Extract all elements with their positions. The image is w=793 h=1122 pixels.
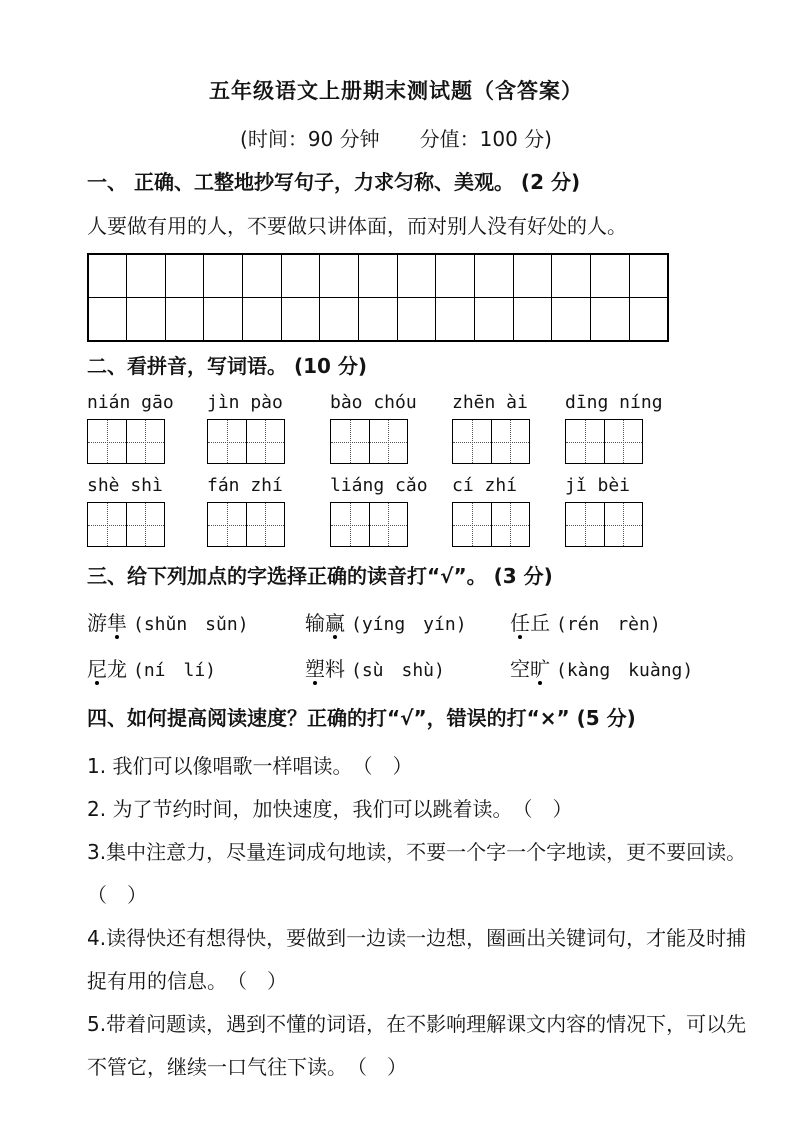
plain-char: 游 (87, 611, 107, 635)
pronunciation-item (510, 647, 747, 693)
dotted-char: 旷 (530, 657, 550, 681)
copy-grid-cell[interactable] (513, 254, 552, 298)
answer-brackets[interactable]: （ ） (362, 754, 413, 778)
section3-heading: 三、给下列加点的字选择正确的读音打“√”。 (3 分) (87, 564, 553, 588)
box-dotted-guide (331, 442, 407, 443)
answer-brackets[interactable]: （ ） (237, 969, 287, 993)
answer-brackets[interactable]: （ ） (97, 883, 147, 907)
pinyin-label: dīng níng (565, 392, 663, 413)
copy-grid-cell[interactable] (88, 254, 127, 298)
pronunciation-options[interactable]: (shǔn sǔn) (133, 614, 249, 635)
copy-grid-cell[interactable] (281, 298, 320, 342)
copy-grid-cell[interactable] (629, 254, 668, 298)
word-answer-box[interactable] (207, 502, 285, 547)
copy-grid-cell[interactable] (204, 254, 243, 298)
copy-grid-cell[interactable] (475, 254, 514, 298)
pinyin-label: nián gāo (87, 392, 174, 413)
word-answer-box[interactable] (207, 419, 285, 464)
sentence-to-copy: 人要做有用的人，不要做只讲体面，而对别人没有好处的人。 (87, 214, 627, 238)
box-dotted-guide (566, 525, 642, 526)
section2-heading: 二、看拼音，写词语。 (10 分) (87, 354, 368, 378)
pinyin-label: zhēn ài (452, 392, 528, 413)
copy-grid-cell[interactable] (320, 254, 359, 298)
copy-grid-cell[interactable] (591, 298, 630, 342)
target-word (510, 611, 550, 635)
pinyin-word-row-1 (87, 392, 747, 466)
word-answer-box[interactable] (87, 502, 165, 547)
copy-grid-cell[interactable] (359, 254, 398, 298)
pronunciation-options[interactable]: (sù shù) (351, 660, 445, 681)
pinyin-label: jìn pào (207, 392, 283, 413)
copy-grid-cell[interactable] (397, 254, 436, 298)
copy-grid-cell[interactable] (320, 298, 359, 342)
box-dotted-guide (88, 442, 164, 443)
true-false-item (87, 917, 747, 1003)
copy-grid-cell[interactable] (165, 254, 204, 298)
statement-text: 5.带着问题读，遇到不懂的词语，在不影响理解课文内容的情况下，可以先不管它，继续一口气往下读。 (87, 1012, 747, 1079)
pronunciation-choice-list (87, 601, 747, 693)
copy-grid-cell[interactable] (552, 254, 591, 298)
copy-writing-grid (87, 253, 669, 342)
page-title: 五年级语文上册期末测试题（含答案） (209, 79, 583, 103)
word-answer-box[interactable] (452, 502, 530, 547)
copy-grid-cell[interactable] (591, 254, 630, 298)
statement-text: 3.集中注意力，尽量连词成句地读，不要一个字一个字地读，更不要回读。 (87, 840, 747, 864)
plain-char: 丘 (530, 611, 550, 635)
box-dotted-guide (88, 525, 164, 526)
copy-grid-cell[interactable] (359, 298, 398, 342)
true-false-item (87, 788, 747, 831)
copy-grid-row (88, 254, 668, 298)
box-dotted-guide (453, 525, 529, 526)
copy-grid-cell[interactable] (397, 298, 436, 342)
true-false-item (87, 745, 747, 788)
target-word (305, 657, 345, 681)
copy-grid-cell[interactable] (436, 298, 475, 342)
copy-grid-cell[interactable] (243, 298, 282, 342)
dotted-char: 尼 (87, 657, 107, 681)
dotted-char: 赢 (325, 611, 345, 635)
copy-grid-cell[interactable] (436, 254, 475, 298)
box-dotted-guide (208, 525, 284, 526)
pinyin-word-group (207, 475, 285, 547)
pinyin-word-group (330, 392, 417, 464)
target-word (305, 611, 345, 635)
pinyin-label: bào chóu (330, 392, 417, 413)
word-answer-box[interactable] (452, 419, 530, 464)
true-false-item (87, 831, 747, 917)
answer-brackets[interactable]: （ ） (357, 1055, 407, 1079)
pinyin-word-group (87, 392, 174, 464)
section1-heading: 一、 正确、工整地抄写句子，力求匀称、美观。 (2 分) (87, 170, 581, 194)
pinyin-word-group (452, 475, 530, 547)
pinyin-word-group (207, 392, 285, 464)
copy-grid-cell[interactable] (88, 298, 127, 342)
target-word (87, 657, 127, 681)
word-answer-box[interactable] (565, 419, 643, 464)
copy-grid-cell[interactable] (204, 298, 243, 342)
dotted-char: 塑 (305, 657, 325, 681)
box-dotted-guide (566, 442, 642, 443)
true-false-item (87, 1003, 747, 1089)
pinyin-word-group (87, 475, 165, 547)
pronunciation-options[interactable]: (kàng kuàng) (556, 660, 694, 681)
copy-grid-cell[interactable] (513, 298, 552, 342)
exam-info-line: (时间：90 分钟 分值：100 分) (240, 127, 552, 151)
pronunciation-options[interactable]: (rén rèn) (556, 614, 661, 635)
target-word (87, 611, 127, 635)
pinyin-word-row-2 (87, 475, 747, 549)
answer-brackets[interactable]: （ ） (522, 797, 573, 821)
pronunciation-item (87, 601, 305, 647)
box-dotted-guide (208, 442, 284, 443)
true-false-list (87, 745, 747, 1089)
box-dotted-guide (453, 442, 529, 443)
copy-grid-cell[interactable] (281, 254, 320, 298)
box-dotted-guide (331, 525, 407, 526)
copy-grid-cell[interactable] (165, 298, 204, 342)
plain-char: 料 (325, 657, 345, 681)
pronunciation-item (87, 647, 305, 693)
pinyin-word-group (565, 475, 643, 547)
dotted-char: 隼 (107, 611, 127, 635)
copy-grid-cell[interactable] (243, 254, 282, 298)
word-answer-box[interactable] (87, 419, 165, 464)
pinyin-word-group (565, 392, 663, 464)
pinyin-label: shè shì (87, 475, 163, 496)
copy-grid-cell[interactable] (629, 298, 668, 342)
pronunciation-item (305, 601, 510, 647)
target-word (510, 657, 550, 681)
copy-grid-cell[interactable] (127, 254, 166, 298)
pinyin-label: fán zhí (207, 475, 283, 496)
pinyin-word-group (330, 475, 428, 547)
statement-text: 4.读得快还有想得快，要做到一边读一边想，圈画出关键词句，才能及时捕捉有用的信息。 (87, 926, 747, 993)
copy-grid-cell[interactable] (552, 298, 591, 342)
copy-grid-cell[interactable] (475, 298, 514, 342)
copy-grid-cell[interactable] (127, 298, 166, 342)
pinyin-label: cí zhí (452, 475, 518, 496)
dotted-char: 任 (510, 611, 530, 635)
word-answer-box[interactable] (330, 419, 408, 464)
pronunciation-options[interactable]: (ní lí) (133, 660, 217, 681)
word-answer-box[interactable] (330, 502, 408, 547)
pinyin-label: liáng cǎo (330, 475, 428, 496)
statement-text: 2. 为了节约时间，加快速度，我们可以跳着读。 (87, 797, 513, 821)
copy-grid-row (88, 298, 668, 342)
section4-heading: 四、如何提高阅读速度？正确的打“√”，错误的打“×” (5 分) (87, 706, 636, 730)
pinyin-word-group (452, 392, 530, 464)
plain-char: 空 (510, 657, 530, 681)
pronunciation-item (510, 601, 747, 647)
pronunciation-item (305, 647, 510, 693)
pinyin-label: jǐ bèi (565, 475, 631, 496)
word-answer-box[interactable] (565, 502, 643, 547)
plain-char: 输 (305, 611, 325, 635)
statement-text: 1. 我们可以像唱歌一样唱读。 (87, 754, 353, 778)
plain-char: 龙 (107, 657, 127, 681)
pronunciation-options[interactable]: (yíng yín) (351, 614, 467, 635)
